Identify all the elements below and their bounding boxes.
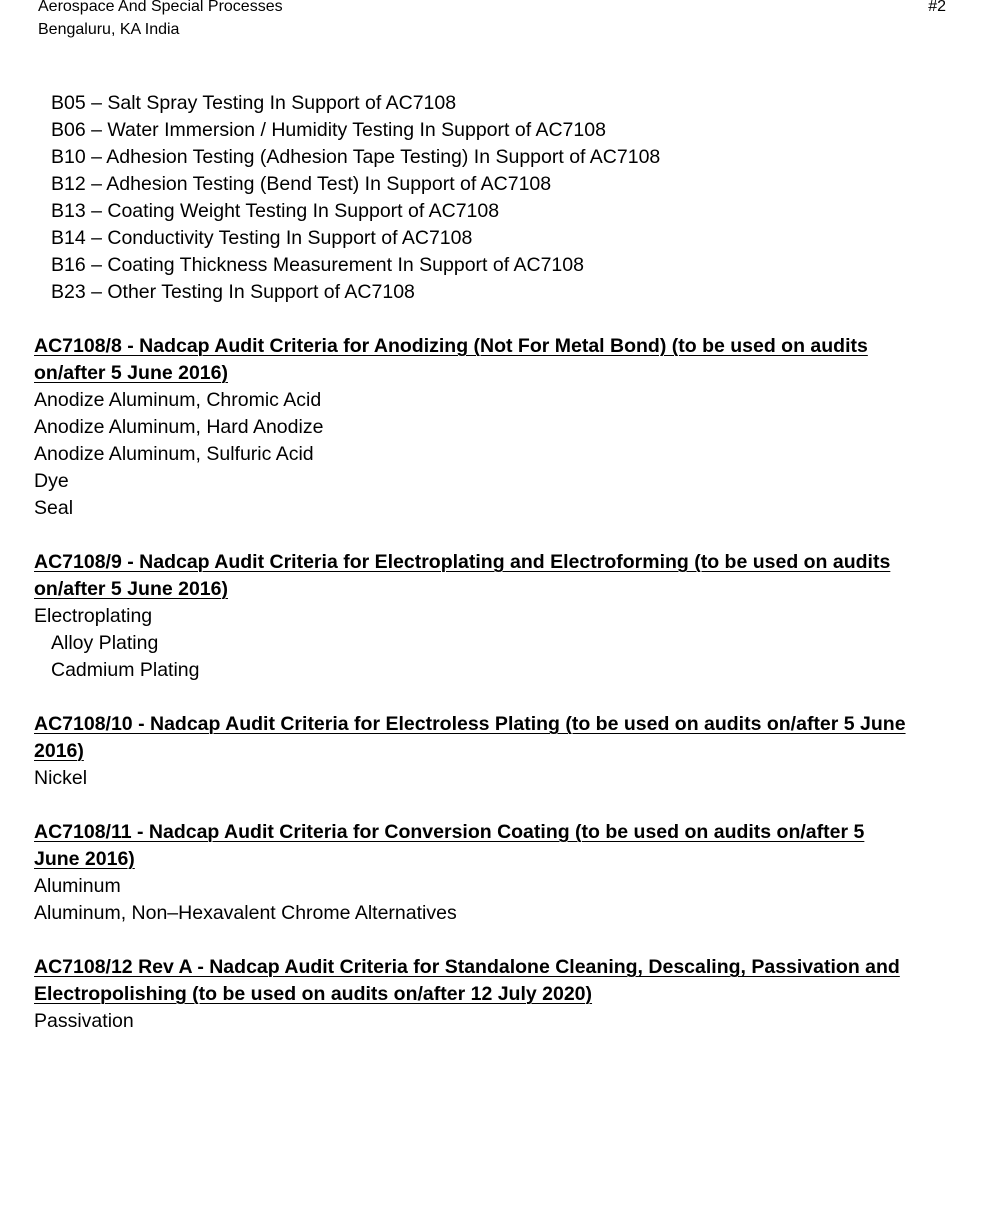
section-ac7108-12 — [34, 954, 964, 1035]
section-heading-line2: June 2016) — [34, 848, 135, 870]
section-spacer — [34, 684, 964, 711]
list-item: B16 – Coating Thickness Measurement In Support of AC7108 — [51, 254, 584, 276]
section-heading-line1: AC7108/9 - Nadcap Audit Criteria for Electroplating and Electroforming (to be used on audits — [34, 551, 891, 573]
b-items-list — [34, 90, 964, 306]
list-item: B14 – Conductivity Testing In Support of AC7108 — [51, 227, 473, 249]
section-heading — [34, 711, 964, 738]
section-spacer — [34, 522, 964, 549]
sub-list-item: Alloy Plating — [51, 632, 159, 654]
list-item: Aluminum — [34, 875, 121, 897]
list-item: Nickel — [34, 767, 88, 789]
list-item: Anodize Aluminum, Sulfuric Acid — [34, 443, 314, 465]
sub-list-item: Cadmium Plating — [51, 659, 200, 681]
header-location: Bengaluru, KA India — [38, 21, 180, 38]
section-ac7108-9 — [34, 549, 964, 684]
section-heading — [34, 360, 964, 387]
section-spacer — [34, 792, 964, 819]
document-body — [34, 90, 964, 1035]
list-item: Dye — [34, 470, 69, 492]
list-item: B23 – Other Testing In Support of AC7108 — [51, 281, 415, 303]
section-heading — [34, 846, 964, 873]
list-item: Anodize Aluminum, Hard Anodize — [34, 416, 324, 438]
section-heading — [34, 549, 964, 576]
section-heading — [34, 333, 964, 360]
section-heading — [34, 981, 964, 1008]
section-heading — [34, 819, 964, 846]
section-heading-line2: 2016) — [34, 740, 84, 762]
section-ac7108-8 — [34, 333, 964, 522]
list-item: Aluminum, Non–Hexavalent Chrome Alternatives — [34, 902, 457, 924]
section-heading — [34, 738, 964, 765]
header-page-number: #2 — [928, 0, 946, 15]
list-item: Electroplating — [34, 605, 153, 627]
section-heading-line1: AC7108/8 - Nadcap Audit Criteria for Anodizing (Not For Metal Bond) (to be used on audits — [34, 335, 868, 357]
section-heading — [34, 954, 964, 981]
section-heading-line2: on/after 5 June 2016) — [34, 362, 228, 384]
list-item: B05 – Salt Spray Testing In Support of AC7108 — [51, 92, 457, 114]
section-spacer — [34, 927, 964, 954]
section-heading-line1: AC7108/12 Rev A - Nadcap Audit Criteria for Standalone Cleaning, Descaling, Passivation and — [34, 956, 900, 978]
list-item: B12 – Adhesion Testing (Bend Test) In Support of AC7108 — [51, 173, 552, 195]
section-ac7108-10 — [34, 711, 964, 792]
list-item: B10 – Adhesion Testing (Adhesion Tape Testing) In Support of AC7108 — [51, 146, 661, 168]
section-heading — [34, 576, 964, 603]
section-heading-line2: on/after 5 June 2016) — [34, 578, 228, 600]
list-item: B06 – Water Immersion / Humidity Testing In Support of AC7108 — [51, 119, 606, 141]
section-ac7108-11 — [34, 819, 964, 927]
section-heading-line1: AC7108/10 - Nadcap Audit Criteria for Electroless Plating (to be used on audits on/after 5 June — [34, 713, 906, 735]
list-item: Anodize Aluminum, Chromic Acid — [34, 389, 322, 411]
list-item: B13 – Coating Weight Testing In Support of AC7108 — [51, 200, 500, 222]
section-spacer — [34, 306, 964, 333]
list-item: Seal — [34, 497, 74, 519]
list-item: Passivation — [34, 1010, 134, 1032]
section-heading-line2: Electropolishing (to be used on audits on/after 12 July 2020) — [34, 983, 593, 1005]
header-company-name: Aerospace And Special Processes — [38, 0, 283, 15]
section-heading-line1: AC7108/11 - Nadcap Audit Criteria for Conversion Coating (to be used on audits on/after 5 — [34, 821, 865, 843]
